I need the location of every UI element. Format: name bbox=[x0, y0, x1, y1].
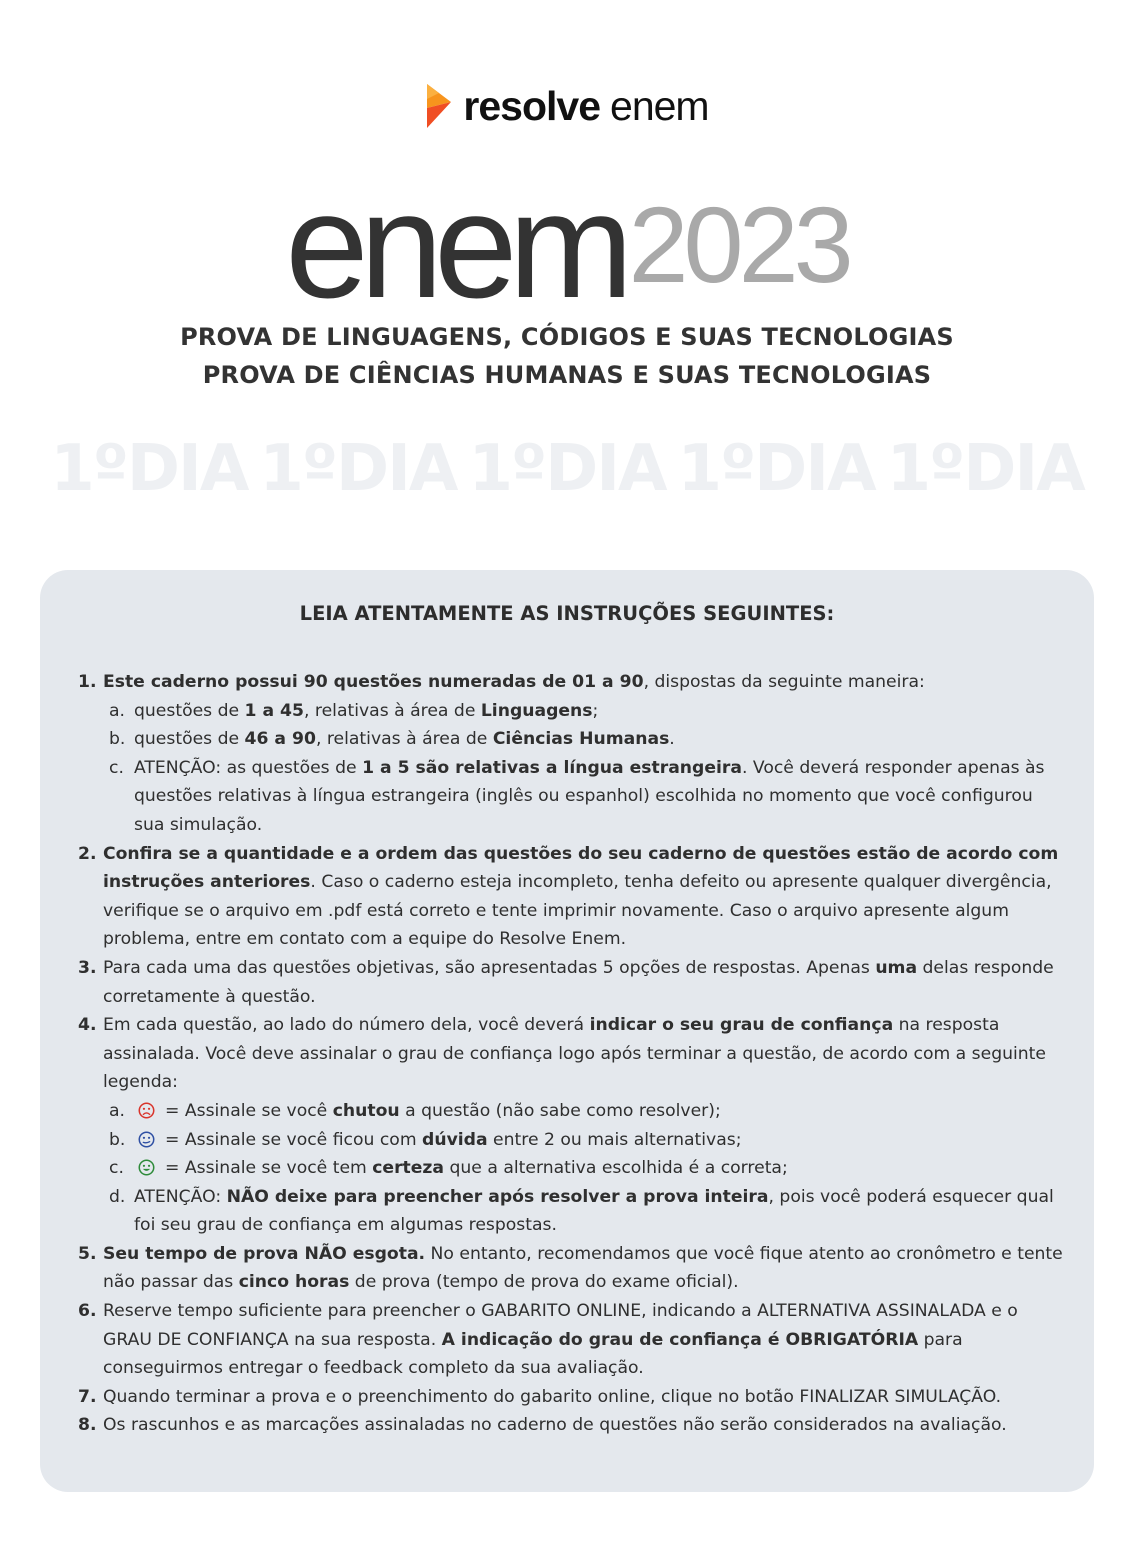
brand-name-bold: resolve bbox=[463, 82, 601, 129]
sub-letter: c. bbox=[109, 1158, 124, 1179]
resolve-enem-logo-icon bbox=[425, 82, 453, 130]
item-text: delas responde corretamente à questão. bbox=[103, 957, 1054, 1007]
sub-bold: 1 a 5 são relativas a língua estrangeira bbox=[362, 757, 742, 778]
instructions-list bbox=[78, 668, 1068, 1440]
item-bold: Seu tempo de prova NÃO esgota. bbox=[103, 1243, 426, 1264]
sub-text: . Você deverá responder apenas às questões relativas à língua estrangeira (inglês ou espanhol) escolhida no momento que você configurou sua simulação. bbox=[134, 757, 1045, 835]
sub-bold: 1 a 45 bbox=[244, 700, 304, 721]
instruction-item-8 bbox=[78, 1411, 1068, 1440]
sub-text: = Assinale se você tem bbox=[165, 1158, 373, 1179]
instructions-box bbox=[40, 570, 1094, 1492]
sub-letter: c. bbox=[109, 757, 124, 778]
sub-bold: certeza bbox=[372, 1158, 445, 1179]
sub-item-4b bbox=[103, 1126, 1068, 1155]
instruction-item-2 bbox=[78, 840, 1068, 954]
sub-text: a questão (não sabe como resolver); bbox=[399, 1100, 721, 1121]
item-text: na resposta assinalada. Você deve assinalar o grau de confiança logo após terminar a questão, de acordo com a seguinte legenda: bbox=[103, 1015, 1046, 1093]
sub-text: ATENÇÃO: as questões de bbox=[134, 757, 363, 778]
happy-face-icon bbox=[138, 1159, 155, 1176]
subtitle-linguagens: PROVA DE LINGUAGENS, CÓDIGOS E SUAS TECNOLOGIAS bbox=[180, 323, 954, 351]
item-text: Para cada uma das questões objetivas, são apresentadas 5 opções de respostas. Apenas bbox=[103, 957, 876, 978]
day-banner bbox=[0, 432, 1134, 506]
sub-item-1b bbox=[103, 725, 1068, 754]
item-number: 2. bbox=[78, 843, 97, 864]
item-bold: indicar o seu grau de confiança bbox=[589, 1015, 894, 1036]
exam-title-year: 2023 bbox=[628, 184, 849, 305]
day-banner-text: 1ºDIA bbox=[677, 432, 875, 506]
sub-text: , relativas à área de bbox=[315, 729, 493, 750]
sub-text: ATENÇÃO: bbox=[134, 1186, 227, 1207]
sub-text: questões de bbox=[134, 729, 245, 750]
item-number: 8. bbox=[78, 1415, 97, 1436]
sub-text: entre 2 ou mais alternativas; bbox=[487, 1129, 742, 1150]
instruction-item-5 bbox=[78, 1240, 1068, 1297]
day-banner-text: 1ºDIA bbox=[50, 432, 248, 506]
sub-letter: a. bbox=[109, 700, 125, 721]
item-text: Os rascunhos e as marcações assinaladas no caderno de questões não serão considerados na avaliação. bbox=[103, 1415, 1007, 1436]
sub-text: , relativas à área de bbox=[303, 700, 481, 721]
sub-text: ; bbox=[592, 700, 599, 721]
sub-text: que a alternativa escolhida é a correta; bbox=[444, 1158, 788, 1179]
item-number: 7. bbox=[78, 1386, 97, 1407]
sub-bold: Ciências Humanas bbox=[492, 729, 670, 750]
item-text: No entanto, recomendamos que você fique atento ao cronômetro e tente não passar das bbox=[103, 1243, 1063, 1293]
day-banner-text: 1ºDIA bbox=[259, 432, 457, 506]
exam-title-main: enem bbox=[285, 161, 625, 329]
sub-letter: a. bbox=[109, 1100, 125, 1121]
instructions-title: LEIA ATENTAMENTE AS INSTRUÇÕES SEGUINTES: bbox=[299, 602, 835, 625]
sad-face-icon bbox=[138, 1102, 155, 1119]
sub-bold: NÃO deixe para preencher após resolver a prova inteira bbox=[226, 1186, 769, 1207]
instruction-item-7 bbox=[78, 1383, 1068, 1412]
instruction-item-6 bbox=[78, 1297, 1068, 1383]
instruction-item-3 bbox=[78, 954, 1068, 1011]
item-number: 5. bbox=[78, 1243, 97, 1264]
sub-item-1a bbox=[103, 697, 1068, 726]
sub-bold: chutou bbox=[332, 1100, 400, 1121]
exam-title bbox=[0, 161, 1134, 329]
item-text: , dispostas da seguinte maneira: bbox=[643, 672, 925, 692]
sub-letter: d. bbox=[109, 1186, 126, 1207]
instruction-item-1 bbox=[78, 668, 1068, 840]
item-bold: Este caderno possui 90 questões numeradas de 01 a 90 bbox=[103, 672, 644, 692]
sub-item-4a bbox=[103, 1097, 1068, 1126]
item-number: 3. bbox=[78, 957, 97, 978]
item-text: para conseguirmos entregar o feedback completo da sua avaliação. bbox=[103, 1329, 963, 1379]
sub-item-4d bbox=[103, 1183, 1068, 1240]
item-text: de prova (tempo de prova do exame oficial). bbox=[349, 1272, 739, 1293]
sub-text: = Assinale se você bbox=[165, 1100, 333, 1121]
sub-letter: b. bbox=[109, 1129, 126, 1150]
item-number: 4. bbox=[78, 1015, 97, 1036]
sub-bold: Linguagens bbox=[480, 700, 593, 721]
item-bold: cinco horas bbox=[238, 1272, 350, 1293]
item-bold: A indicação do grau de confiança é OBRIGATÓRIA bbox=[441, 1329, 919, 1350]
sub-letter: b. bbox=[109, 729, 126, 750]
item-text: Reserve tempo suficiente para preencher o GABARITO ONLINE, indicando a ALTERNATIVA ASSINALADA e o GRAU DE CONFIANÇA na sua resposta. bbox=[103, 1301, 1018, 1350]
item-number: 1. bbox=[78, 672, 97, 692]
sub-bold: dúvida bbox=[422, 1129, 488, 1150]
sub-text: questões de bbox=[134, 700, 245, 721]
sub-bold: 46 a 90 bbox=[244, 729, 316, 750]
exam-subtitles bbox=[0, 318, 1134, 394]
instruction-item-4 bbox=[78, 1011, 1068, 1240]
item-bold: Confira se a quantidade e a ordem das questões do seu caderno de questões estão de acordo com instruções anteriores bbox=[103, 843, 1059, 893]
day-banner-text: 1ºDIA bbox=[886, 432, 1084, 506]
brand-name-light: enem bbox=[610, 82, 709, 129]
sub-item-1c bbox=[103, 754, 1068, 840]
brand-name bbox=[463, 83, 708, 130]
sub-item-4c bbox=[103, 1154, 1068, 1183]
sub-text: . bbox=[669, 729, 675, 750]
sub-text: = Assinale se você ficou com bbox=[165, 1129, 423, 1150]
item-bold: uma bbox=[875, 957, 918, 978]
sub-text: , pois você poderá esquecer qual foi seu grau de confiança em algumas respostas. bbox=[134, 1186, 1054, 1236]
item-text: . Caso o caderno esteja incompleto, tenha defeito ou apresente qualquer divergência, verifique se o arquivo em .pdf está correto e tente imprimir novamente. Caso o arquivo apresente algum problema, entre em contato com a equipe do Resolve Enem. bbox=[103, 872, 1052, 950]
item-number: 6. bbox=[78, 1301, 97, 1322]
item-text: Quando terminar a prova e o preenchimento do gabarito online, clique no botão FINALIZAR SIMULAÇÃO. bbox=[103, 1386, 1002, 1407]
subtitle-humanas: PROVA DE CIÊNCIAS HUMANAS E SUAS TECNOLOGIAS bbox=[202, 361, 932, 389]
day-banner-text: 1ºDIA bbox=[468, 432, 666, 506]
neutral-face-icon bbox=[138, 1131, 155, 1148]
item-text: Em cada questão, ao lado do número dela, você deverá bbox=[103, 1015, 590, 1036]
brand-header bbox=[0, 78, 1134, 134]
